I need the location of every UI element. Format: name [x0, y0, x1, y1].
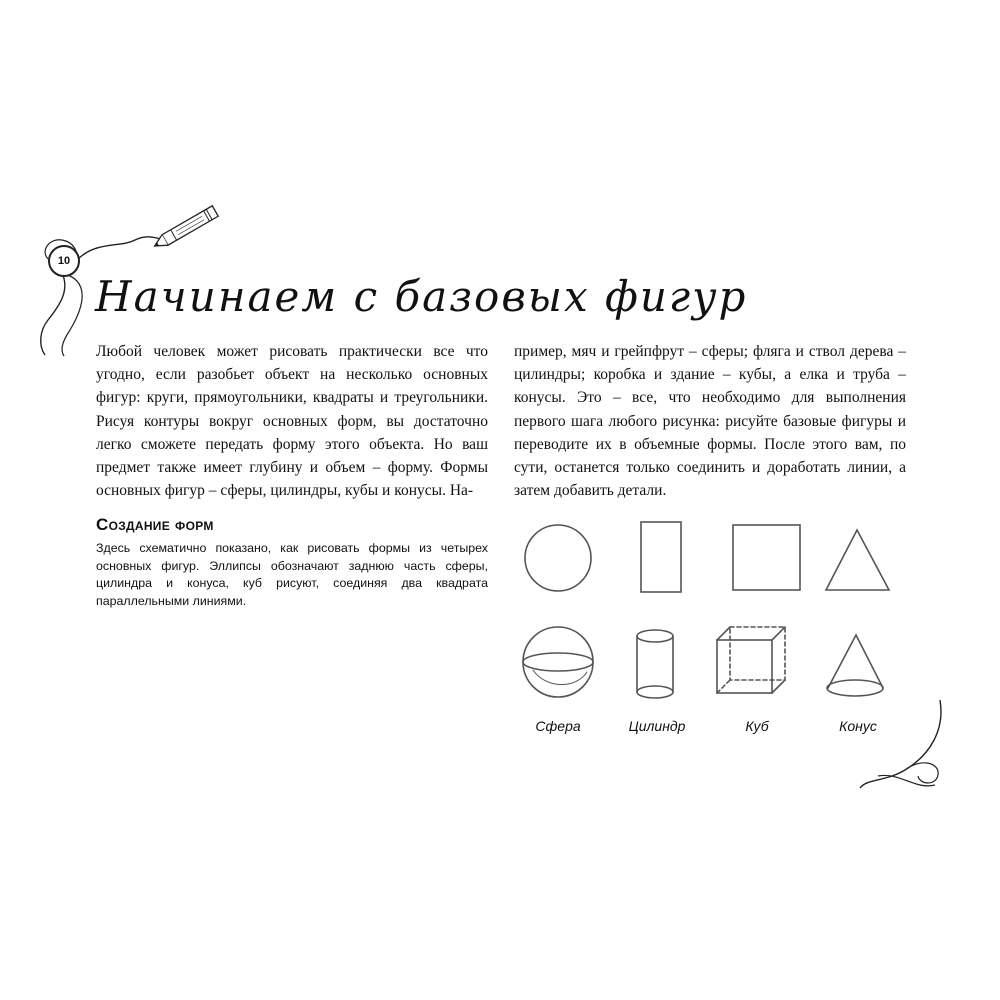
cylinder-figure: [637, 630, 673, 698]
section-text: Здесь схематично показано, как рисовать формы из четырех основных фигур. Эллипсы обозначают заднюю часть сферы, цилиндра и конуса, куб рисуют, соединяя два квадрата параллельными линиями.: [96, 541, 488, 608]
intro-column-right: пример, мяч и грейпфрут – сферы; фляга и ствол дерева – цилиндры; коробка и здание – кубы, а елка и труба – конусы. Это – все, что необходимо для выполнения первого шага любого рисунка: рисуйте базовые фигуры и переводите их в объемные формы. После этого вам, по сути, останется только соединить и доработать линии, а затем добавить детали.: [514, 343, 906, 500]
intro-column-left: Любой человек может рисовать практически все что угодно, если разобьет объект на несколько основных фигур: круги, прямоугольники, квадраты и треугольники. Рисуя контуры вокруг основных форм, вы достаточно легко сможете передать форму этого объекта. Но ваш предмет также имеет глубину и объем – форму. Формы основных фигур – сферы, цилиндры, кубы и конусы. На-: [96, 343, 488, 500]
page-title: Начинаем с базовых фигур: [95, 272, 748, 321]
shapes-illustration: [505, 510, 905, 710]
circle-figure: [525, 525, 591, 591]
triangle-figure: [826, 530, 889, 590]
label-sphere: Сфера: [535, 718, 581, 734]
section-heading: Создание форм: [96, 515, 214, 534]
label-cone: Конус: [839, 718, 877, 734]
page-number: 10: [48, 245, 80, 277]
cone-figure: [827, 635, 883, 696]
cube-figure: [717, 627, 785, 693]
square-figure: [733, 525, 800, 590]
sphere-figure: [523, 627, 593, 697]
label-cylinder: Цилиндр: [628, 718, 686, 734]
label-cube: Куб: [745, 718, 769, 734]
rectangle-figure: [641, 522, 681, 592]
